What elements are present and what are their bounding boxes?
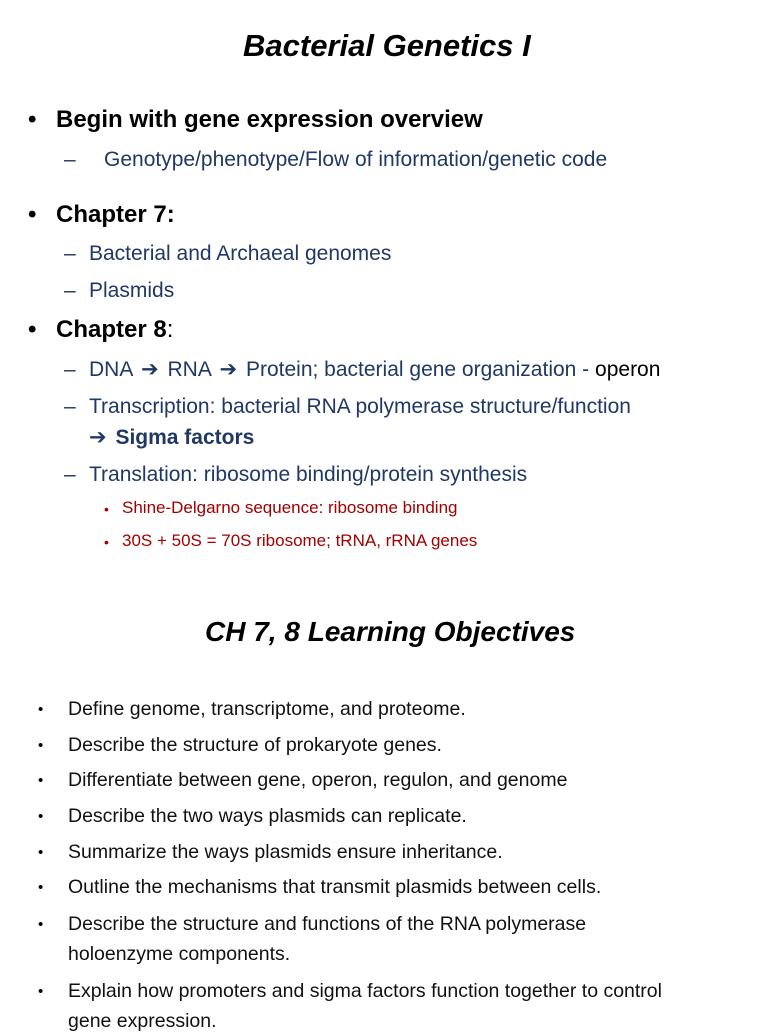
dash-marker: – [64,395,76,418]
objective-item: Differentiate between gene, operon, regulon, and genome [68,769,568,791]
bullet-marker: • [38,772,44,789]
rna-label: RNA [167,358,211,381]
bullet-marker: • [38,844,44,861]
objective-item: Describe the structure and functions of the RNA polymerase [68,913,587,935]
bullet-marker: • [28,201,37,228]
chapter-7-colon: : [166,201,175,228]
dash-marker: – [64,358,76,381]
operon-label: operon [595,358,661,381]
objective-item: Outline the mechanisms that transmit plasmids between cells. [68,876,602,898]
bullet-gene-expression: Begin with gene expression overview [56,106,483,133]
dash-marker: – [64,148,76,171]
red-bullet-marker: • [104,534,109,550]
sub-genotype: Genotype/phenotype/Flow of information/genetic code [104,148,608,171]
dna-label: DNA [89,358,133,381]
bullet-marker: • [38,737,44,754]
bullet-marker: • [28,106,37,133]
sub-transcription: Transcription: bacterial RNA polymerase structure/function [89,395,631,418]
arrow-right-icon: ➔ [89,426,107,449]
bullet-marker: • [28,316,37,343]
bullet-marker: • [38,701,44,718]
bullet-marker: • [38,916,44,933]
dash-marker: – [64,242,76,265]
red-bullet-marker: • [104,501,109,517]
dash-marker: – [64,463,76,486]
objective-item: Describe the structure of prokaryote genes. [68,734,442,756]
dash-marker: – [64,279,76,302]
bullet-marker: • [38,983,44,1000]
sub-shine-delgarno: Shine-Delgarno sequence: ribosome binding [122,498,458,517]
objective-item-continued: holoenzyme components. [68,943,291,965]
objectives-title: CH 7, 8 Learning Objectives [205,616,576,647]
objective-item: Define genome, transcriptome, and proteome. [68,698,466,720]
arrow-right-icon: ➔ [141,358,159,381]
protein-label: Protein; bacterial gene organization - [245,358,590,381]
sub-dna-rna-protein [89,356,660,384]
bullet-chapter-8 [56,315,173,345]
chapter-8-colon: : [166,316,174,343]
chapter-8-label: Chapter 8 [56,316,167,343]
objective-item: Describe the two ways plasmids can replicate. [68,805,467,827]
objective-item: Explain how promoters and sigma factors function together to control [68,980,662,1002]
sigma-factors-label: Sigma factors [115,426,255,449]
bullet-marker: • [38,879,44,896]
arrow-right-icon: ➔ [219,358,238,381]
slide-title: Bacterial Genetics I [243,28,531,63]
objective-item: Summarize the ways plasmids ensure inheritance. [68,841,503,863]
sub-genomes: Bacterial and Archaeal genomes [89,242,392,265]
sub-translation: Translation: ribosome binding/protein synthesis [89,463,528,486]
objective-item-continued: gene expression. [68,1010,217,1032]
sub-plasmids: Plasmids [89,279,175,302]
bullet-chapter-7 [56,200,175,230]
chapter-7-label: Chapter 7 [56,201,167,228]
bullet-marker: • [38,808,44,825]
sub-sigma-factors [89,424,254,452]
sub-ribosome: 30S + 50S = 70S ribosome; tRNA, rRNA genes [122,531,478,550]
